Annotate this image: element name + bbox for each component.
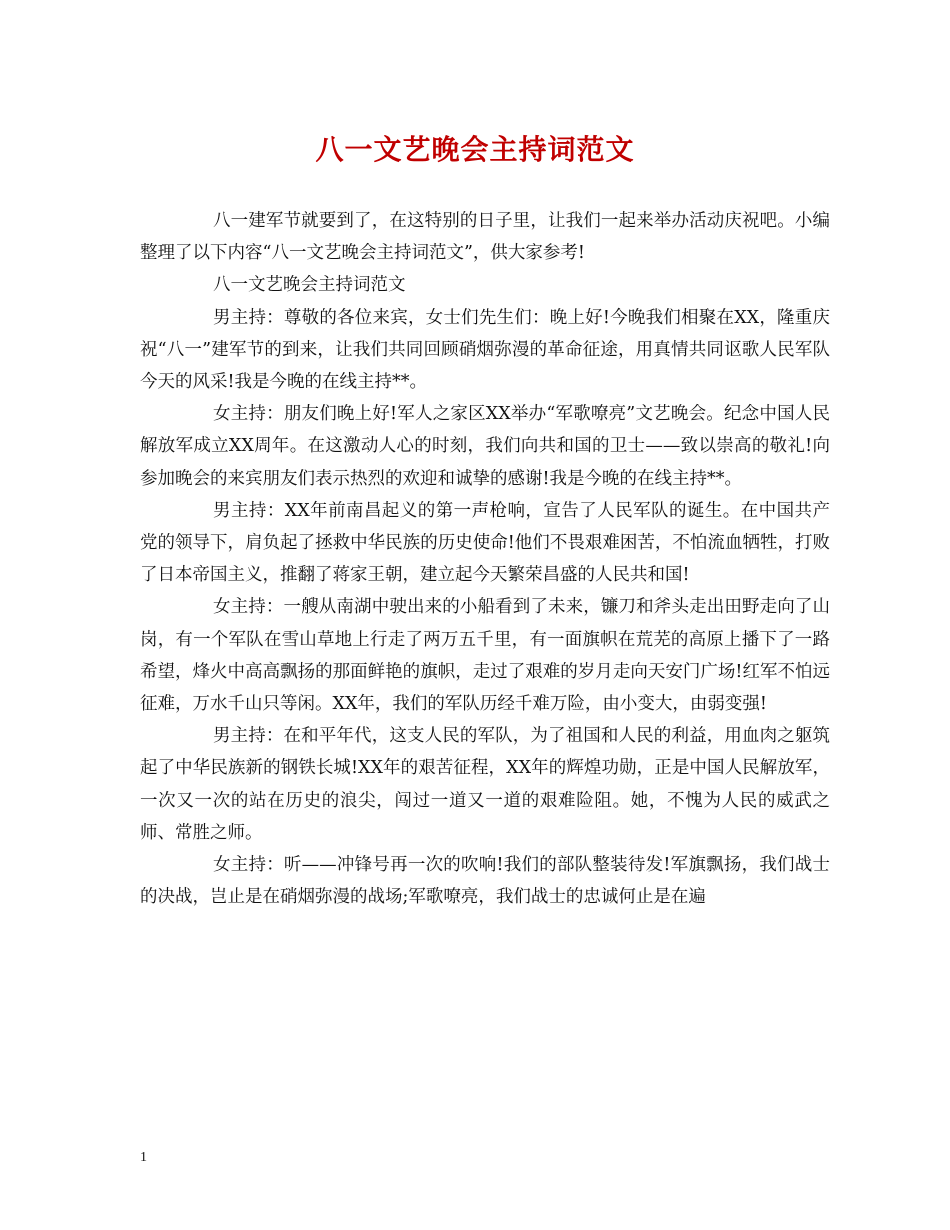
document-body (140, 205, 830, 913)
paragraph-female-host-1: 女主持：朋友们晚上好!军人之家区XX举办“军歌嘹亮”文艺晚会。纪念中国人民解放军成立XX周年。在这激动人心的时刻，我们向共和国的卫士——致以崇高的敬礼!向参加晚会的来宾朋友们表示热烈的欢迎和诚挚的感谢!我是今晚的在线主持**。 (140, 404, 830, 489)
paragraph-male-host-3: 男主持：在和平年代，这支人民的军队，为了祖国和人民的利益，用血肉之躯筑起了中华民族新的钢铁长城!XX年的艰苦征程，XX年的辉煌功勋，正是中国人民解放军，一次又一次的站在历史的浪尖，闯过一道又一道的艰难险阻。她，不愧为人民的威武之师、常胜之师。 (140, 726, 830, 843)
document-title: 八一文艺晚会主持词范文 (315, 133, 635, 166)
paragraph-female-host-2: 女主持：一艘从南湖中驶出来的小船看到了未来，镰刀和斧头走出田野走向了山岗，有一个军队在雪山草地上行走了两万五千里，有一面旗帜在荒芜的高原上播下了一路希望，烽火中高高飘扬的那面鲜艳的旗帜，走过了艰难的岁月走向天安门广场!红军不怕远征难，万水千山只等闲。XX年，我们的军队历经千难万险，由小变大，由弱变强! (140, 597, 830, 715)
paragraph-male-host-2: 男主持：XX年前南昌起义的第一声枪响，宣告了人民军队的诞生。在中国共产党的领导下，肩负起了拯救中华民族的历史使命!他们不畏艰难困苦，不怕流血牺牲，打败了日本帝国主义，推翻了蒋家王朝，建立起今天繁荣昌盛的人民共和国! (140, 500, 830, 586)
paragraph-subtitle: 八一文艺晚会主持词范文 (213, 275, 406, 296)
paragraph-male-host-1: 男主持：尊敬的各位来宾，女士们先生们：晚上好!今晚我们相聚在XX，隆重庆祝“八一”建军节的到来，让我们共同回顾硝烟弥漫的革命征途，用真情共同讴歌人民军队今天的风采!我是今晚的在线主持**。 (140, 307, 830, 393)
page-number: 1 (140, 1150, 147, 1165)
paragraph-intro: 八一建军节就要到了，在这特别的日子里，让我们一起来举办活动庆祝吧。小编整理了以下内容“八一文艺晚会主持词范文”，供大家参考! (140, 211, 830, 264)
paragraph-female-host-3: 女主持：听——冲锋号再一次的吹响!我们的部队整装待发!军旗飘扬，我们战士的决战，岂止是在硝烟弥漫的战场;军歌嘹亮，我们战士的忠诚何止是在遍 (140, 855, 830, 908)
